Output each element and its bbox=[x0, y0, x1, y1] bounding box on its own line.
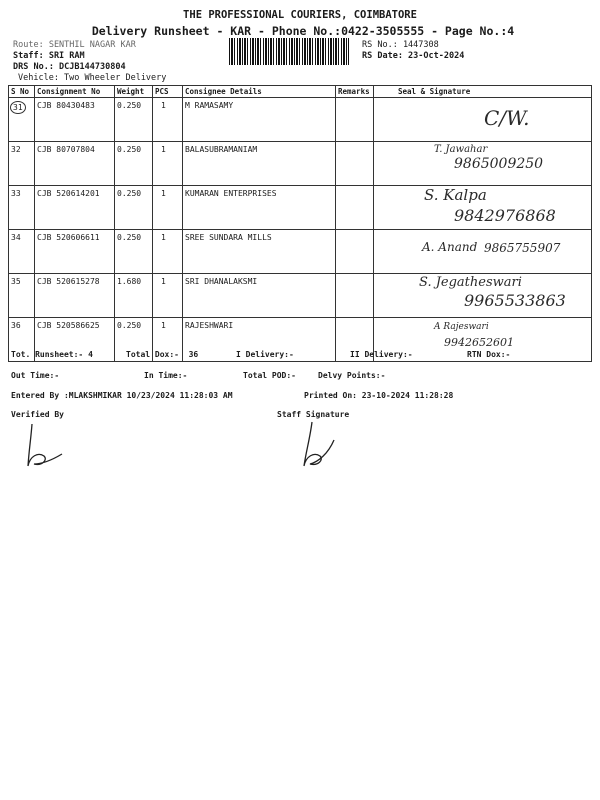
cell-weight: 0.250 bbox=[115, 318, 153, 362]
total-dox: Total Dox:- 36 bbox=[126, 350, 199, 359]
cell-remarks bbox=[336, 142, 374, 186]
cell-consignee: SREE SUNDARA MILLS bbox=[183, 230, 336, 274]
printed-on: Printed On: 23-10-2024 11:28:28 bbox=[304, 391, 454, 400]
handwritten-note: C/W. bbox=[484, 106, 530, 130]
staff-signature-image bbox=[292, 418, 342, 472]
cell-pcs: 1 bbox=[153, 230, 183, 274]
in-time: In Time:- bbox=[144, 371, 188, 380]
handwritten-phone: 9942652601 bbox=[444, 336, 514, 349]
staff-label: Staff: SRI RAM bbox=[13, 51, 85, 61]
table-row bbox=[9, 98, 592, 142]
rs-number: RS No.: 1447308 bbox=[362, 40, 439, 50]
barcode-image bbox=[229, 38, 349, 65]
runsheet-table bbox=[8, 85, 592, 362]
cell-pcs: 1 bbox=[153, 142, 183, 186]
column-header-pcs: PCS bbox=[153, 86, 183, 98]
verified-by-label: Verified By bbox=[11, 410, 64, 419]
cell-signature bbox=[374, 142, 592, 186]
cell-remarks bbox=[336, 98, 374, 142]
cell-signature bbox=[374, 98, 592, 142]
vehicle-label: Vehicle: Two Wheeler Delivery bbox=[18, 73, 167, 83]
cell-weight: 1.680 bbox=[115, 274, 153, 318]
cell-remarks bbox=[336, 230, 374, 274]
handwritten-phone: 9865009250 bbox=[454, 156, 544, 172]
handwritten-name: S. Jegatheswari bbox=[419, 275, 522, 290]
cell-consignee: RAJESHWARI bbox=[183, 318, 336, 362]
table-row bbox=[9, 230, 592, 274]
cell-consignment: CJB 80707804 bbox=[35, 142, 115, 186]
cell-consignee: BALASUBRAMANIAM bbox=[183, 142, 336, 186]
cell-signature bbox=[374, 274, 592, 318]
entered-by: Entered By :MLAKSHMIKAR 10/23/2024 11:28:03 AM bbox=[11, 391, 233, 400]
out-time: Out Time:- bbox=[11, 371, 60, 380]
cell-sno: 33 bbox=[9, 186, 35, 230]
cell-sno: 34 bbox=[9, 230, 35, 274]
handwritten-name: T. Jawahar bbox=[434, 144, 488, 155]
rtn-dox: RTN Dox:- bbox=[467, 350, 511, 359]
table-header-row bbox=[9, 86, 592, 98]
staff-signature-label: Staff Signature bbox=[277, 410, 350, 419]
cell-weight: 0.250 bbox=[115, 186, 153, 230]
company-title: THE PROFESSIONAL COURIERS, COIMBATORE bbox=[183, 9, 417, 21]
cell-consignment: CJB 520606611 bbox=[35, 230, 115, 274]
rs-date: RS Date: 23-Oct-2024 bbox=[362, 51, 465, 61]
cell-pcs: 1 bbox=[153, 318, 183, 362]
drs-number: DRS No.: DCJB144730804 bbox=[13, 62, 126, 72]
handwritten-name: S. Kalpa bbox=[424, 186, 487, 204]
cell-remarks bbox=[336, 186, 374, 230]
cell-signature bbox=[374, 186, 592, 230]
handwritten-phone: 9965533863 bbox=[464, 291, 566, 310]
table-row bbox=[9, 186, 592, 230]
cell-consignment: CJB 520586625 bbox=[35, 318, 115, 362]
handwritten-name: A Rajeswari bbox=[434, 322, 489, 332]
cell-consignee: KUMARAN ENTERPRISES bbox=[183, 186, 336, 230]
column-header-remarks: Remarks bbox=[336, 86, 374, 98]
column-header-consignee: Consignee Details bbox=[183, 86, 336, 98]
column-header-weight: Weight bbox=[115, 86, 153, 98]
cell-consignment: CJB 80430483 bbox=[35, 98, 115, 142]
handwritten-phone: 9842976868 bbox=[454, 206, 556, 225]
cell-sno: 36 bbox=[9, 318, 35, 362]
column-header-signature: Seal & Signature bbox=[374, 86, 592, 98]
cell-pcs: 1 bbox=[153, 98, 183, 142]
total-pod: Total POD:- bbox=[243, 371, 296, 380]
ii-delivery: II Delivery:- bbox=[350, 350, 413, 359]
cell-weight: 0.250 bbox=[115, 98, 153, 142]
cell-consignee: SRI DHANALAKSMI bbox=[183, 274, 336, 318]
tot-runsheet: Tot. Runsheet:- 4 bbox=[11, 350, 93, 359]
delvy-points: Delvy Points:- bbox=[318, 371, 386, 380]
cell-pcs: 1 bbox=[153, 274, 183, 318]
handwritten-name: A. Anand bbox=[422, 240, 478, 254]
cell-weight: 0.250 bbox=[115, 142, 153, 186]
cell-sno: 31 bbox=[9, 98, 35, 142]
handwritten-phone: 9865755907 bbox=[484, 241, 561, 255]
cell-consignee: M RAMASAMY bbox=[183, 98, 336, 142]
route-label: Route: SENTHIL NAGAR KAR bbox=[13, 40, 136, 50]
verifier-signature-image bbox=[18, 420, 68, 472]
cell-pcs: 1 bbox=[153, 186, 183, 230]
cell-sno: 35 bbox=[9, 274, 35, 318]
cell-sno: 32 bbox=[9, 142, 35, 186]
cell-consignment: CJB 520615278 bbox=[35, 274, 115, 318]
column-header-consignment: Consignment No bbox=[35, 86, 115, 98]
table-row bbox=[9, 142, 592, 186]
cell-remarks bbox=[336, 274, 374, 318]
i-delivery: I Delivery:- bbox=[236, 350, 294, 359]
cell-consignment: CJB 520614201 bbox=[35, 186, 115, 230]
column-header-sno: S No bbox=[9, 86, 35, 98]
table-row bbox=[9, 274, 592, 318]
runsheet-subtitle: Delivery Runsheet - KAR - Phone No.:0422-3505555 - Page No.:4 bbox=[91, 24, 515, 38]
cell-signature bbox=[374, 230, 592, 274]
cell-weight: 0.250 bbox=[115, 230, 153, 274]
